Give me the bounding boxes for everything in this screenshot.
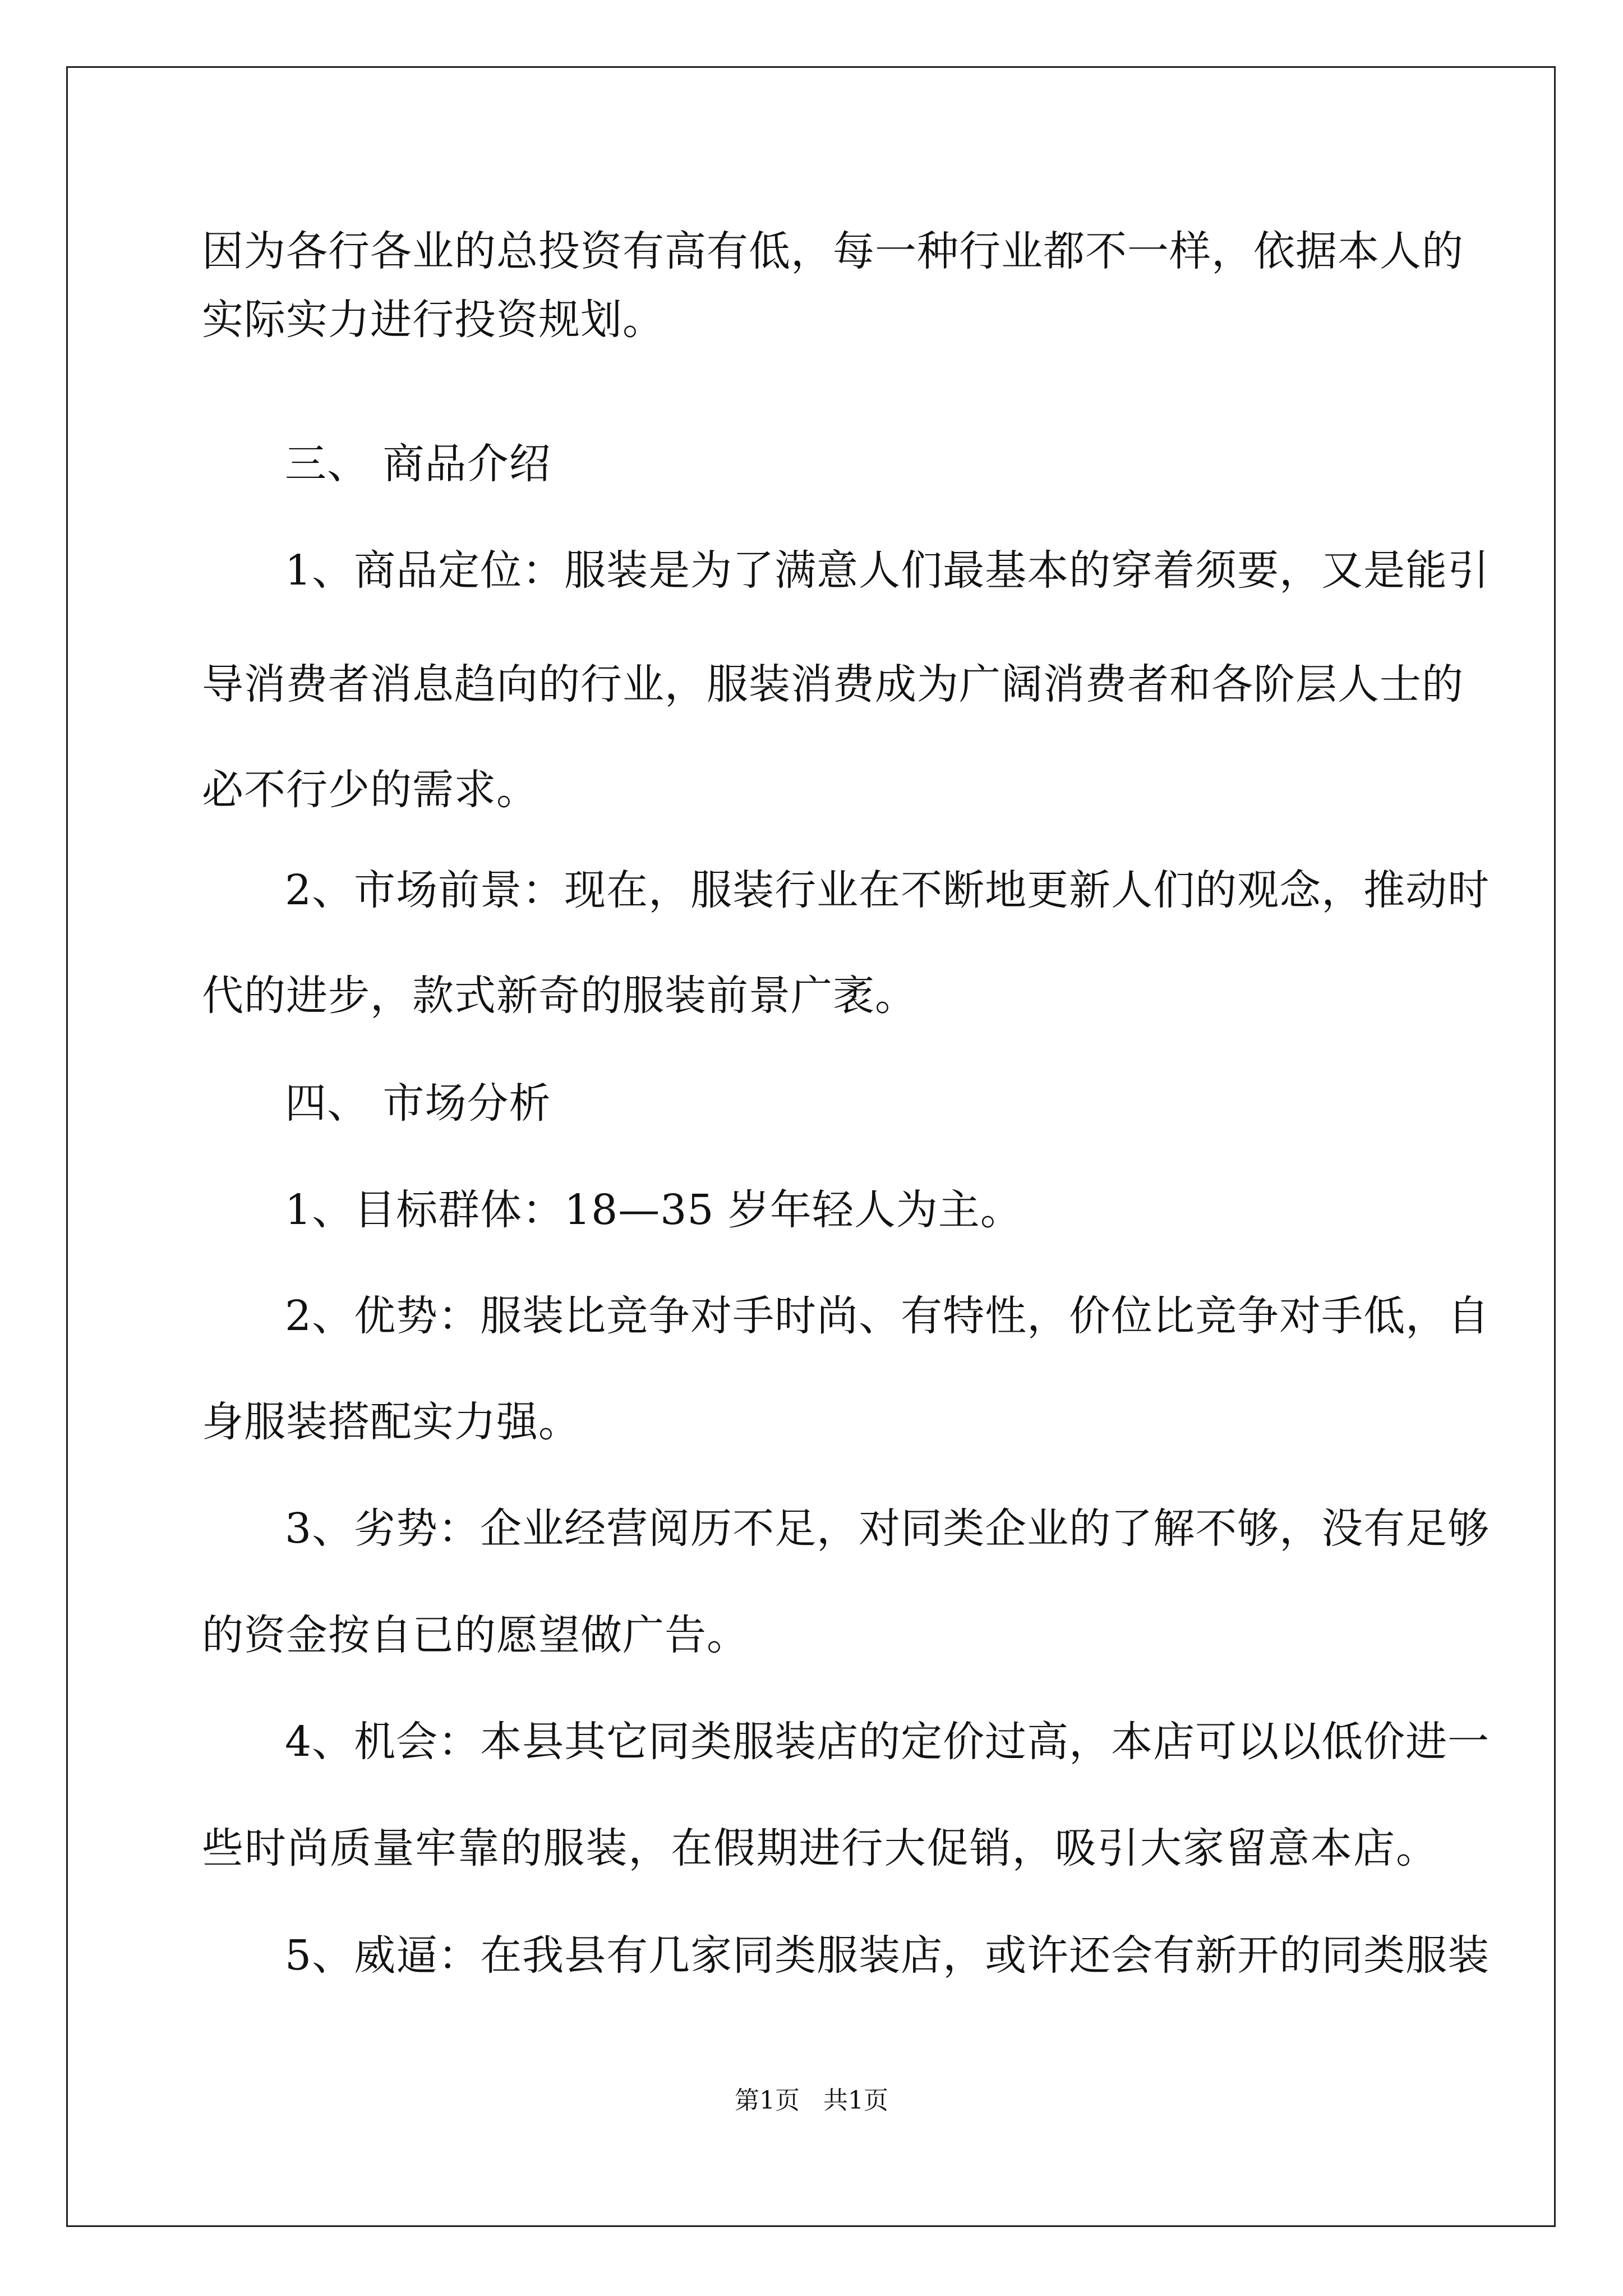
text-line: 实际实力进行投资规划。 — [202, 296, 665, 344]
page-footer — [0, 2084, 1623, 2118]
text-line: 代的进步，款式新奇的服装前景广袤。 — [202, 972, 917, 1020]
page-total: 共1页 — [823, 2086, 888, 2115]
text-line: 4、机会：本县其它同类服装店的定价过高，本店可以以低价进一 — [285, 1718, 1490, 1766]
section-heading: 三、 商品介绍 — [285, 440, 551, 488]
text-line: 导消费者消息趋向的行业，服装消费成为广阔消费者和各阶层人士的 — [202, 660, 1464, 708]
text-line: 些时尚质量牢靠的服装，在假期进行大促销，吸引大家留意本店。 — [202, 1824, 1438, 1872]
text-line: 的资金按自已的愿望做广告。 — [202, 1611, 749, 1659]
text-line: 3、劣势：企业经营阅历不足，对同类企业的了解不够，没有足够 — [285, 1504, 1490, 1553]
text-line: 1、商品定位：服装是为了满意人们最基本的穿着须要，又是能引 — [285, 546, 1490, 595]
text-line: 2、优势：服装比竞争对手时尚、有特性，价位比竞争对手低，自 — [285, 1292, 1490, 1340]
section-heading: 四、 市场分析 — [285, 1079, 551, 1128]
text-line: 必不行少的需求。 — [202, 766, 538, 814]
text-line: 2、市场前景：现在，服装行业在不断地更新人们的观念，推动时 — [285, 866, 1490, 914]
text-line: 因为各行各业的总投资有高有低，每一种行业都不一样，依据本人的 — [202, 227, 1464, 275]
page-number: 第1页 — [735, 2086, 800, 2115]
text-line: 身服装搭配实力强。 — [202, 1398, 580, 1446]
text-line: 5、威逼：在我县有几家同类服装店，或许还会有新开的同类服装 — [285, 1931, 1490, 1980]
text-line: 1、目标群体：18—35 岁年轻人为主。 — [285, 1186, 1022, 1234]
page-border — [66, 66, 1556, 2227]
